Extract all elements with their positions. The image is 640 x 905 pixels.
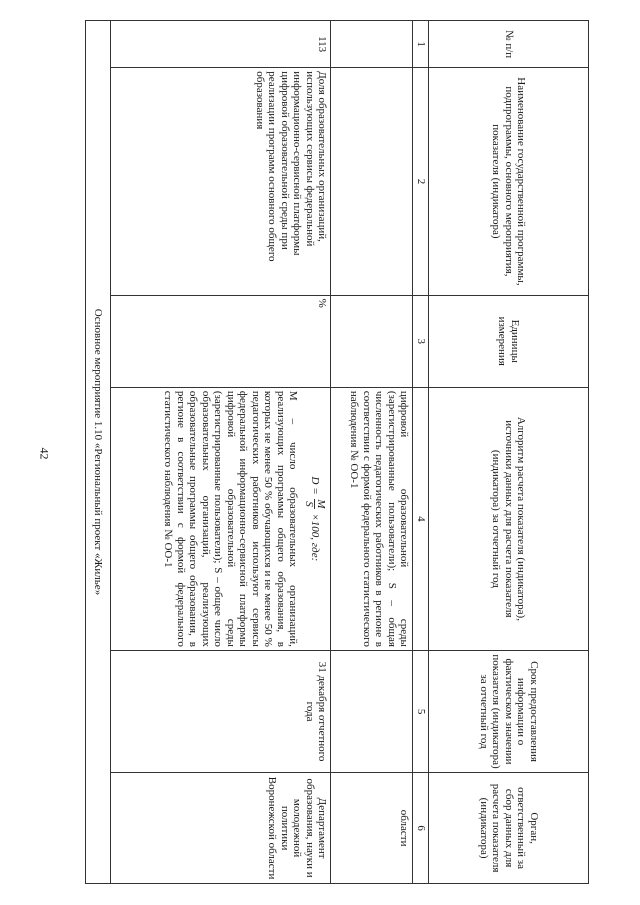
formula-fraction: [304, 499, 327, 508]
subheading: Основное мероприятие 1.10 «Региональный проект «Жилье»: [86, 21, 112, 884]
continuation-num: [331, 21, 413, 68]
continuation-deadline: [331, 650, 413, 772]
page-number: 42: [37, 447, 52, 460]
column-number-row: [413, 21, 429, 884]
formula: [304, 391, 327, 647]
header-deadline: Срок предоставления информации о фактическом значении показателя (индикатора) за отчетный год: [429, 650, 589, 772]
indicator-name: Доля образовательных организаций, использующих сервисы федеральной информационно-сервисной платформы цифровой образовательной среды при реализации программ основного общего образования: [111, 68, 331, 295]
indicator-deadline: 31 декабря отчетного года: [111, 650, 331, 772]
continuation-organ: области: [331, 773, 413, 884]
col-number: 5: [413, 650, 429, 772]
subheading-row: [86, 21, 112, 884]
header-unit: Единицы измерения: [429, 295, 589, 387]
header-name: Наименование государственной программы, подпрограммы, основного мероприятия, показателя (индикатора): [429, 68, 589, 295]
table-row: [111, 21, 331, 884]
rotated-page: [65, 20, 589, 884]
col-number: 6: [413, 773, 429, 884]
indicator-organ: Департамент образования, науки и молодежной политики Воронежской области: [111, 773, 331, 884]
col-number: 4: [413, 387, 429, 650]
indicator-algorithm: [111, 387, 331, 650]
continuation-row: [331, 21, 413, 884]
continuation-algorithm: цифровой образовательной среды (зарегистрированные пользователи); S – общая численность педагогических работников в регионе в соответствии с формой федерального статистического наблюдения № ОО-1: [331, 387, 413, 650]
col-number: 1: [413, 21, 429, 68]
continuation-name: [331, 68, 413, 295]
header-organ: Орган, ответственный за сбор данных для расчета показателя (индикатора): [429, 773, 589, 884]
row-number: 113: [111, 21, 331, 68]
indicator-unit: %: [111, 295, 331, 387]
formula-lhs: D =: [309, 476, 322, 495]
continuation-unit: [331, 295, 413, 387]
header-num: № п/п: [429, 21, 589, 68]
col-number: 3: [413, 295, 429, 387]
header-row: [429, 21, 589, 884]
formula-denominator: S: [303, 501, 316, 507]
formula-numerator: M: [315, 499, 328, 509]
formula-rhs: ×100, где:: [309, 513, 322, 562]
algorithm-text: М – число образовательных организаций, реализующих программы общего образования, в которых не менее 50 % обучающихся и не менее 50 % педагогических работников используют сервисы федеральной информационно-сервисной платформы цифровой образовательной среды (зарегистрированные пользователи); S – общее число образовательных организаций, реализующих образовательные программы общего образования, в регионе в соответствии с формой федерального статистического наблюдения № ОО-1: [162, 390, 300, 647]
indicator-table: [85, 20, 589, 884]
header-algorithm: Алгоритм расчета показателя (индикатора), источники данных для расчета показателя (индикатора) за отчетный год: [429, 387, 589, 650]
col-number: 2: [413, 68, 429, 295]
